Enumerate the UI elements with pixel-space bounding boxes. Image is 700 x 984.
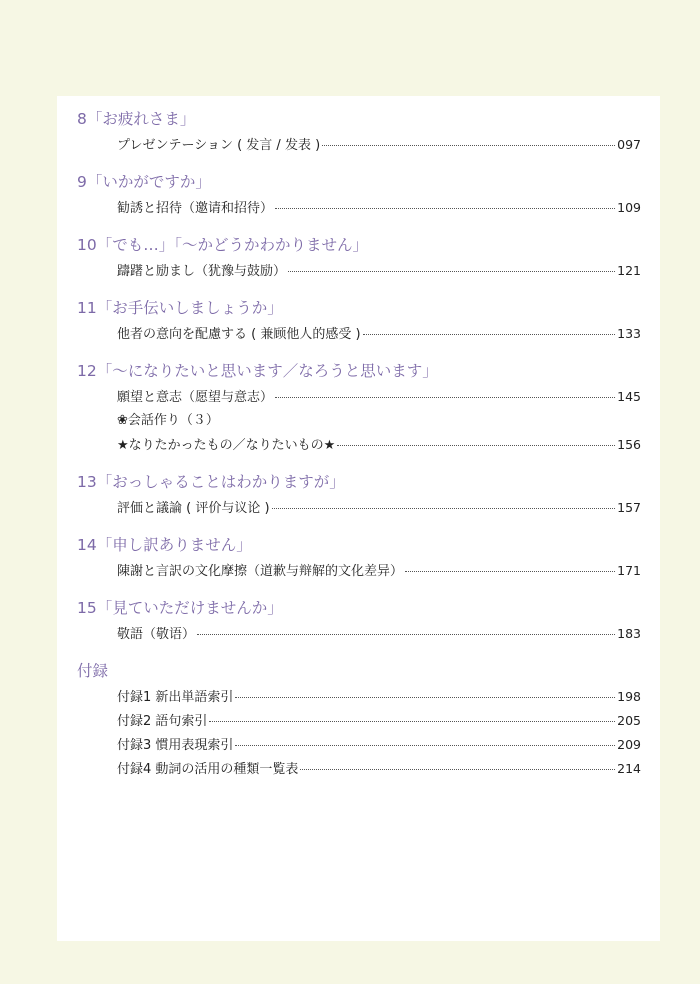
toc-entry xyxy=(77,196,641,220)
dot-leader xyxy=(288,271,615,272)
entry-title: 敬語（敬语） xyxy=(117,627,196,642)
dot-leader xyxy=(337,445,615,446)
toc-section xyxy=(77,534,641,583)
section-heading: 9「いかがですか」 xyxy=(77,173,211,191)
entry-title: 陳謝と言訳の文化摩擦（道歉与辩解的文化差异） xyxy=(117,564,404,579)
page-number: 209 xyxy=(617,737,641,752)
entry-title: 付録4 動詞の活用の種類一覧表 xyxy=(117,762,299,777)
toc-section xyxy=(77,108,641,157)
entry-title: 評価と議論 ( 评价与议论 ) xyxy=(117,501,270,516)
page-number: 171 xyxy=(617,563,641,578)
entry-title: プレゼンテーション ( 发言 / 发表 ) xyxy=(117,138,321,153)
entry-title: ★なりたかったもの／なりたいもの★ xyxy=(117,438,336,453)
dot-leader xyxy=(272,508,616,509)
dot-leader xyxy=(405,571,615,572)
entry-title: 勧誘と招待（邀请和招待） xyxy=(117,201,274,216)
section-heading: 11「お手伝いしましょうか」 xyxy=(77,299,283,317)
toc-section xyxy=(77,297,641,346)
toc-section xyxy=(77,171,641,220)
dot-leader xyxy=(275,397,615,398)
dot-leader xyxy=(235,745,615,746)
page-number: 205 xyxy=(617,713,641,728)
document-page xyxy=(57,96,660,941)
page-number: 157 xyxy=(617,500,641,515)
dot-leader xyxy=(197,634,615,635)
toc-entry xyxy=(77,685,641,709)
entry-title: 付録2 語句索引 xyxy=(117,714,208,729)
toc-section xyxy=(77,597,641,646)
dot-leader xyxy=(300,769,615,770)
section-heading: 付録 xyxy=(77,662,109,680)
page-number: 183 xyxy=(617,626,641,641)
section-heading: 8「お疲れさま」 xyxy=(77,110,196,128)
page-number: 145 xyxy=(617,389,641,404)
entry-title: 他者の意向を配慮する ( 兼顾他人的感受 ) xyxy=(117,327,361,342)
page-number: 156 xyxy=(617,437,641,452)
entry-title: ❀会話作り（３） xyxy=(117,413,219,428)
table-of-contents xyxy=(77,108,641,795)
dot-leader xyxy=(275,208,615,209)
section-heading: 15「見ていただけませんか」 xyxy=(77,599,283,617)
toc-section xyxy=(77,360,641,457)
toc-section xyxy=(77,471,641,520)
toc-entry xyxy=(77,622,641,646)
dot-leader xyxy=(322,145,615,146)
section-heading: 14「申し訳ありません」 xyxy=(77,536,252,554)
entry-title: 躊躇と励まし（犹豫与鼓励） xyxy=(117,264,287,279)
section-heading: 10「でも…」「～かどうかわかりません」 xyxy=(77,236,368,254)
entry-title: 願望と意志（愿望与意志） xyxy=(117,390,274,405)
page-number: 121 xyxy=(617,263,641,278)
page-number: 097 xyxy=(617,137,641,152)
dot-leader xyxy=(235,697,615,698)
toc-entry xyxy=(77,322,641,346)
toc-entry xyxy=(77,559,641,583)
toc-entry xyxy=(77,757,641,781)
toc-section xyxy=(77,660,641,781)
toc-entry xyxy=(77,133,641,157)
entry-title: 付録1 新出単語索引 xyxy=(117,690,234,705)
section-heading: 13「おっしゃることはわかりますが」 xyxy=(77,473,345,491)
toc-entry xyxy=(77,496,641,520)
toc-entry xyxy=(77,733,641,757)
toc-entry xyxy=(77,259,641,283)
section-heading: 12「～になりたいと思います／なろうと思います」 xyxy=(77,362,438,380)
page-number: 214 xyxy=(617,761,641,776)
entry-title: 付録3 慣用表現索引 xyxy=(117,738,234,753)
toc-entry xyxy=(77,709,641,733)
dot-leader xyxy=(209,721,615,722)
dot-leader xyxy=(363,334,616,335)
page-number: 109 xyxy=(617,200,641,215)
toc-section xyxy=(77,234,641,283)
toc-entry xyxy=(77,385,641,409)
page-number: 133 xyxy=(617,326,641,341)
toc-entry xyxy=(77,433,641,457)
toc-entry xyxy=(77,409,641,433)
page-number: 198 xyxy=(617,689,641,704)
